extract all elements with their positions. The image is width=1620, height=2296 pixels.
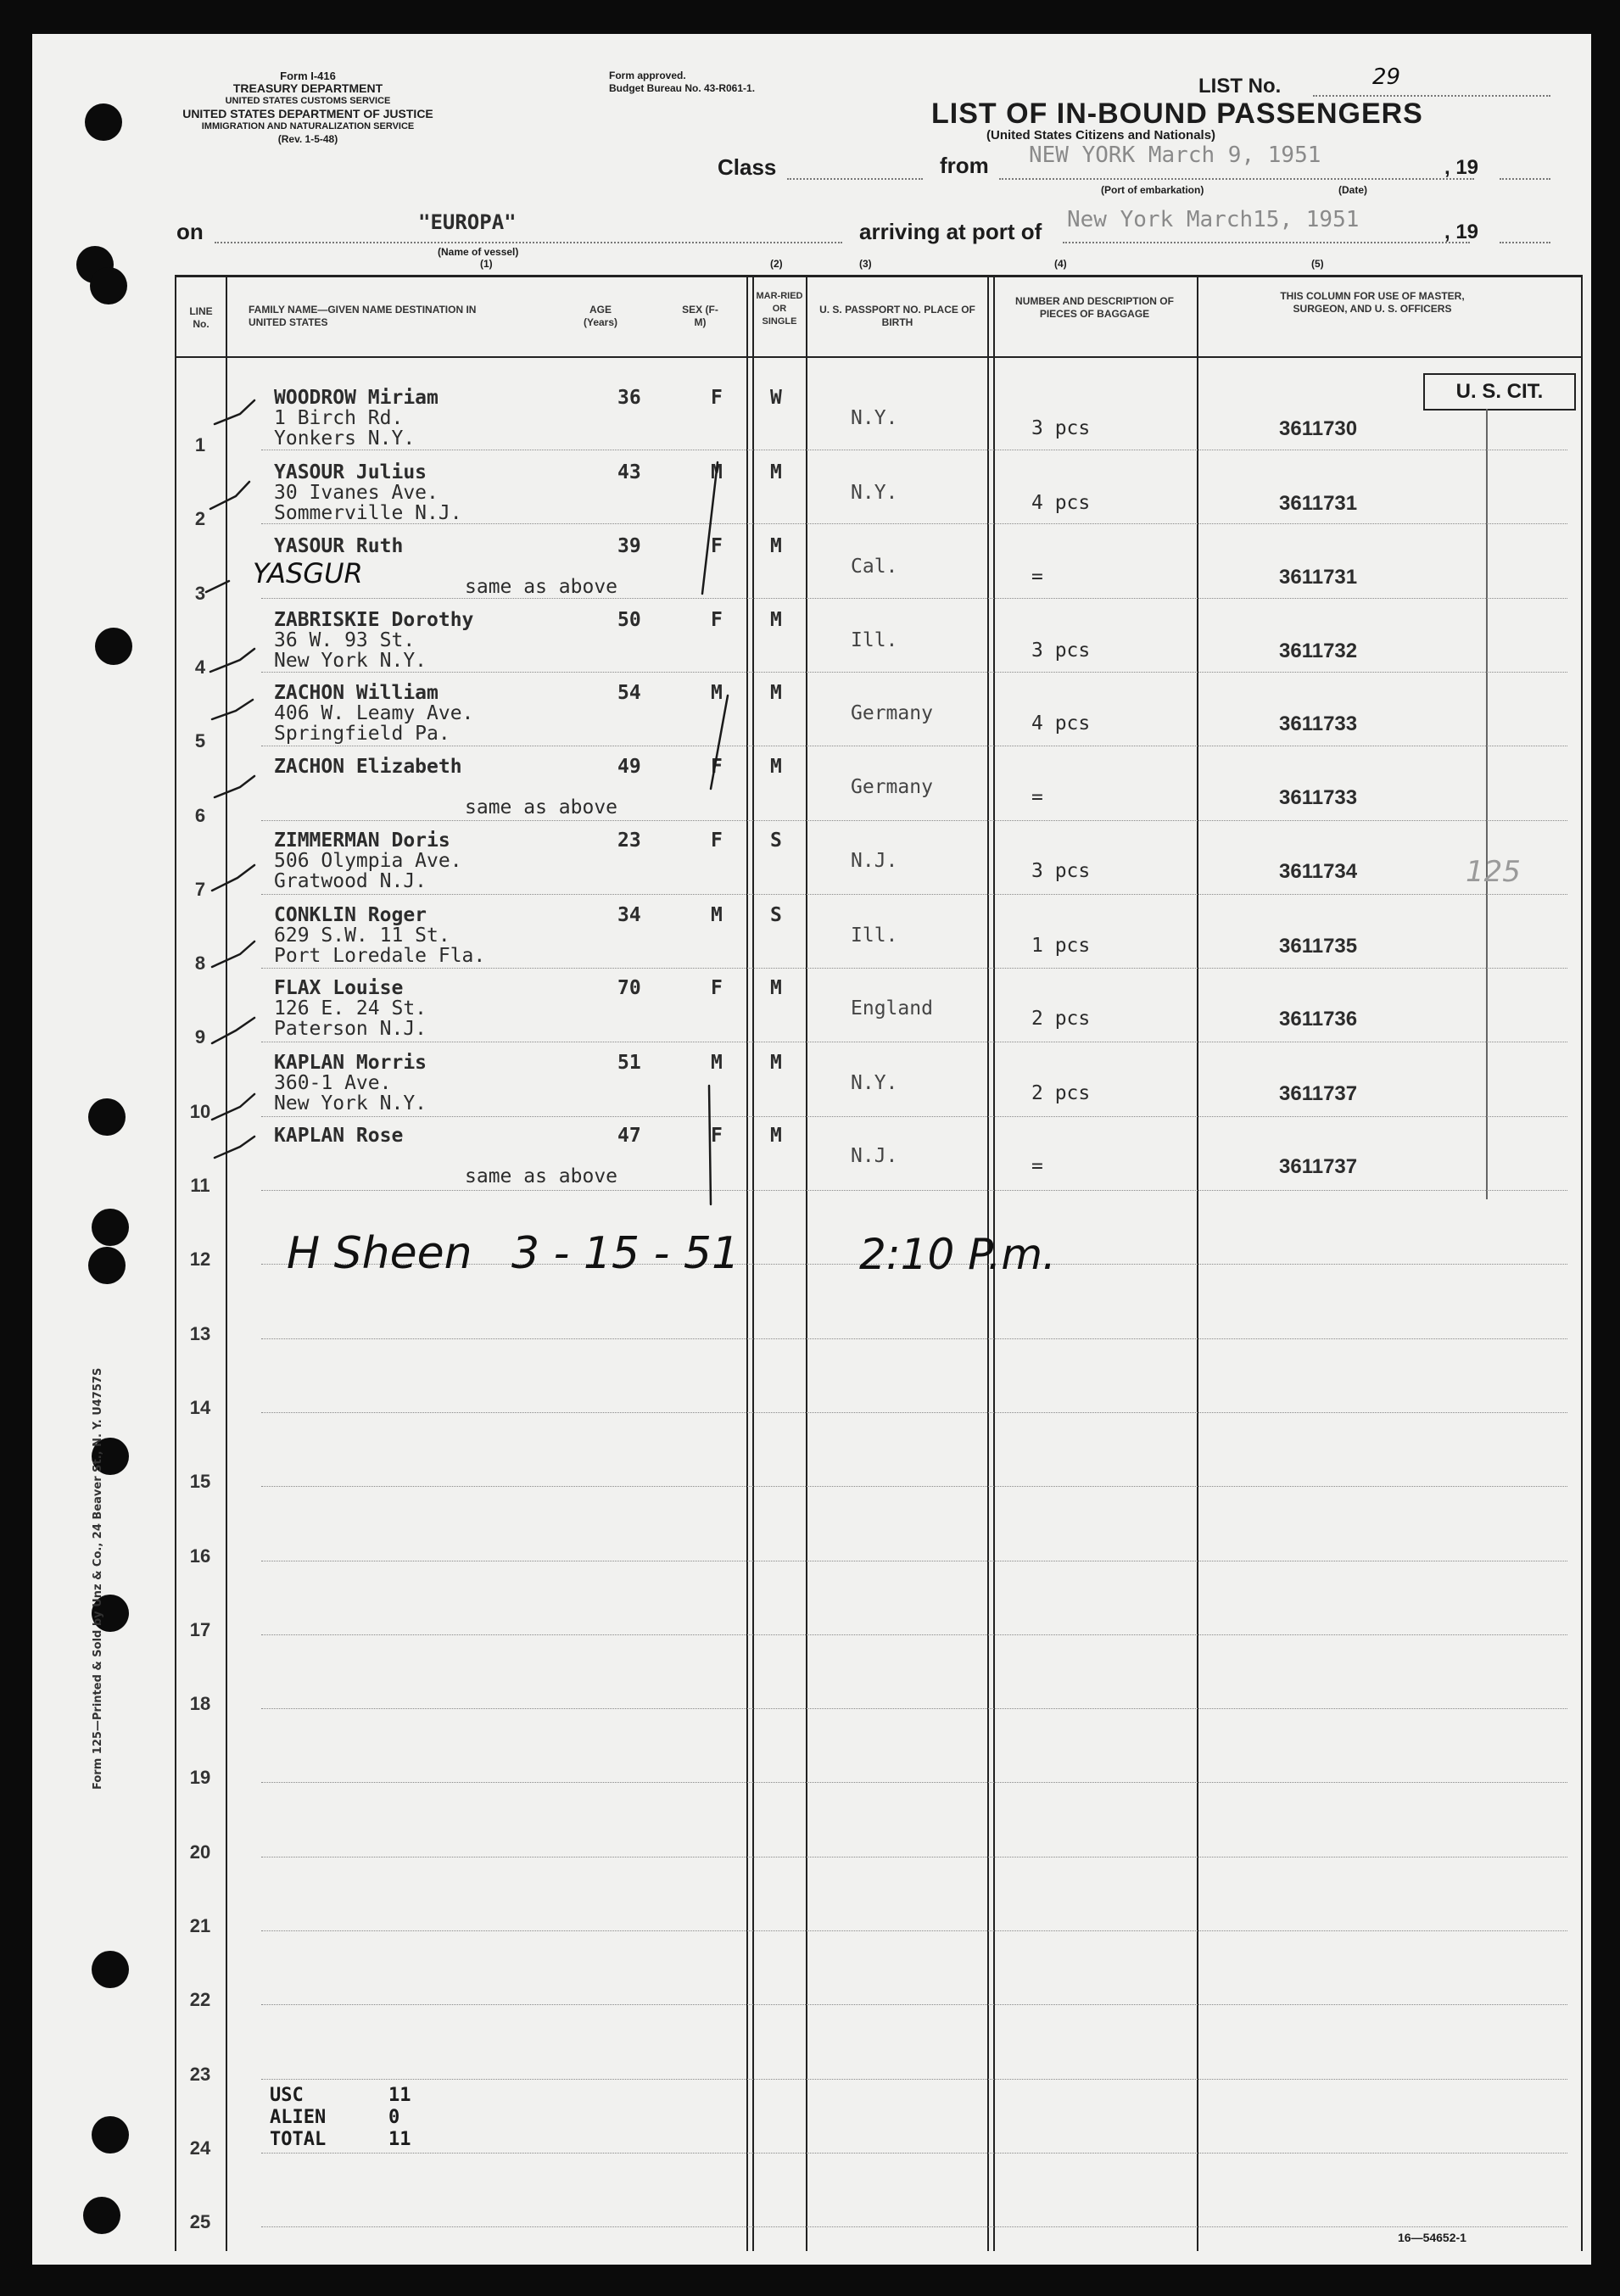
passenger-ref-number: 3611730 <box>1279 417 1358 440</box>
col-header-married: MAR-RIED OR SINGLE <box>756 291 803 327</box>
budget-bureau-text: Budget Bureau No. 43-R061-1. <box>609 82 756 94</box>
line-number: 17 <box>189 1618 211 1640</box>
passenger-marital-status: M <box>770 461 782 483</box>
passenger-birthplace: N.Y. <box>851 482 898 504</box>
passenger-address-2: same as above <box>465 576 618 598</box>
passenger-annotation: 125 <box>1466 855 1521 889</box>
punch-hole-10 <box>92 1951 129 1988</box>
passenger-ref-number: 3611737 <box>1279 1155 1358 1178</box>
line-number: 25 <box>189 2211 211 2233</box>
passenger-ref-number: 3611736 <box>1279 1008 1358 1031</box>
passenger-sex: M <box>711 1052 723 1074</box>
passenger-sex: F <box>711 756 723 778</box>
line-number: 10 <box>189 1100 211 1122</box>
row-dotted-line <box>261 2079 1567 2080</box>
line-number: 3 <box>194 582 206 604</box>
table-right-border <box>1581 275 1583 2251</box>
passenger-name: KAPLAN Rose <box>274 1125 404 1147</box>
row-dotted-line <box>261 1708 1567 1709</box>
passenger-age: 39 <box>617 535 641 557</box>
passenger-address-2: same as above <box>465 1165 618 1187</box>
vessel-caption-number: (1) <box>480 258 493 270</box>
passenger-birthplace: Germany <box>851 776 933 798</box>
passenger-birthplace: England <box>851 997 933 1020</box>
passenger-address-2: New York N.Y. <box>274 650 427 672</box>
passenger-address-1: 506 Olympia Ave. <box>274 850 462 872</box>
passenger-baggage: 3 pcs <box>1031 860 1091 882</box>
passenger-birthplace: Cal. <box>851 556 898 578</box>
passenger-birthplace: N.Y. <box>851 407 898 429</box>
passenger-sex: M <box>711 461 723 483</box>
total-value: 0 <box>388 2107 400 2128</box>
manifest-subtitle: (United States Citizens and Nationals) <box>986 128 1216 142</box>
passenger-age: 49 <box>617 756 641 778</box>
passenger-marital-status: M <box>770 535 782 557</box>
passenger-birthplace: N.Y. <box>851 1072 898 1094</box>
passenger-age: 34 <box>617 904 641 926</box>
manifest-title: LIST OF IN-BOUND PASSENGERS <box>931 98 1423 130</box>
arriving-line <box>1063 242 1470 243</box>
row-dotted-line <box>261 894 1567 895</box>
total-row <box>270 2107 399 2128</box>
passenger-sex: M <box>711 682 723 704</box>
line-number: 11 <box>190 1175 210 1196</box>
passenger-marital-status: S <box>770 904 782 926</box>
check-mark-6 <box>215 776 254 797</box>
treasury-dept: TREASURY DEPARTMENT <box>232 81 383 95</box>
arrival-port-date: New York March15, 1951 <box>1067 207 1360 232</box>
row-dotted-line <box>261 820 1567 821</box>
total-label: TOTAL <box>270 2129 327 2150</box>
row-dotted-line <box>261 672 1567 673</box>
inspection-time: 2:10 P.m. <box>859 1230 1056 1279</box>
line-number: 13 <box>189 1322 211 1344</box>
total-value: 11 <box>388 2085 411 2106</box>
approved-text: Form approved. <box>609 70 686 81</box>
passenger-address-1: 126 E. 24 St. <box>274 997 427 1020</box>
passenger-ref-number: 3611737 <box>1279 1082 1358 1105</box>
line-number: 12 <box>189 1249 211 1271</box>
line-number: 4 <box>194 656 206 678</box>
arriving-label: arriving at port of <box>859 219 1042 244</box>
vessel-name: "EUROPA" <box>418 210 517 234</box>
line-number: 1 <box>194 434 206 455</box>
passenger-age: 36 <box>617 387 641 409</box>
passenger-sex: M <box>711 904 723 926</box>
passenger-age: 54 <box>617 682 641 704</box>
customs-service: UNITED STATES CUSTOMS SERVICE <box>225 96 391 106</box>
passenger-baggage: 4 pcs <box>1031 492 1091 514</box>
passenger-name: CONKLIN Roger <box>274 904 427 926</box>
passenger-name: ZACHON William <box>274 682 439 704</box>
class-label: Class <box>718 154 777 180</box>
passenger-address-2: Paterson N.J. <box>274 1018 427 1040</box>
passenger-marital-status: M <box>770 682 782 704</box>
row-dotted-line <box>261 1338 1567 1339</box>
passenger-baggage: 3 pcs <box>1031 417 1091 439</box>
line-number: 18 <box>189 1693 211 1715</box>
col-divider-passport <box>806 275 807 2251</box>
passenger-ref-number: 3611731 <box>1279 566 1358 589</box>
passenger-sex: F <box>711 609 723 631</box>
col-caption-5: (5) <box>1311 258 1324 270</box>
total-value: 11 <box>388 2129 411 2150</box>
passenger-baggage: = <box>1031 566 1043 588</box>
passenger-name: ZACHON Elizabeth <box>274 756 462 778</box>
row-dotted-line <box>261 523 1567 524</box>
passenger-sex: F <box>711 977 723 999</box>
passenger-address-1: 629 S.W. 11 St. <box>274 925 450 947</box>
passenger-name: YASOUR Julius <box>274 461 427 483</box>
row-dotted-line <box>261 968 1567 969</box>
passenger-sex: F <box>711 830 723 852</box>
passenger-address-1: 1 Birch Rd. <box>274 407 404 429</box>
line-number: 24 <box>189 2137 211 2159</box>
passenger-name: KAPLAN Morris <box>274 1052 427 1074</box>
form-number: Form I-416 <box>280 70 336 82</box>
on-label: on <box>176 219 204 244</box>
vessel-caption: (Name of vessel) <box>438 246 519 258</box>
total-row <box>270 2085 411 2106</box>
passenger-address-1: 36 W. 93 St. <box>274 629 416 651</box>
passenger-marital-status: W <box>770 387 782 409</box>
us-citizen-stamp: U. S. CIT. <box>1423 373 1576 411</box>
row-dotted-line <box>261 1412 1567 1413</box>
line-number: 19 <box>189 1767 211 1789</box>
passenger-baggage: 1 pcs <box>1031 935 1091 957</box>
line-number: 21 <box>189 1915 211 1936</box>
list-no-value: 29 <box>1372 64 1401 90</box>
check-mark-11 <box>215 1137 254 1158</box>
passenger-age: 70 <box>617 977 641 999</box>
row-dotted-line <box>261 1634 1567 1635</box>
from-line <box>999 178 1474 180</box>
row-dotted-line <box>261 1782 1567 1783</box>
line-number: 8 <box>194 952 206 975</box>
date-caption: (Date) <box>1338 184 1368 196</box>
year-suffix-2: , 19 <box>1444 221 1479 243</box>
line-number: 16 <box>189 1545 211 1567</box>
line-number: 20 <box>189 1841 211 1863</box>
punch-hole-11 <box>92 2116 129 2154</box>
passenger-baggage: = <box>1031 1155 1043 1177</box>
col-caption-4: (4) <box>1054 258 1067 270</box>
passenger-marital-status: M <box>770 1125 782 1147</box>
passenger-marital-status: S <box>770 830 782 852</box>
passenger-address-2: Port Loredale Fla. <box>274 945 486 967</box>
passenger-name: WOODROW Miriam <box>274 387 439 409</box>
line-number: 15 <box>189 1471 211 1493</box>
ins-service: IMMIGRATION AND NATURALIZATION SERVICE <box>201 121 415 131</box>
col-header-name: FAMILY NAME—GIVEN NAME DESTINATION IN UNITED STATES <box>249 304 477 328</box>
passenger-ref-number: 3611732 <box>1279 640 1358 662</box>
total-row <box>270 2129 411 2150</box>
stamp-bracket-line <box>1486 409 1488 1199</box>
passenger-name: ZIMMERMAN Doris <box>274 830 450 852</box>
passenger-birthplace: N.J. <box>851 1145 898 1167</box>
from-label: from <box>940 153 989 178</box>
row-dotted-line <box>261 2004 1567 2005</box>
port-of-embarkation: NEW YORK March 9, 1951 <box>1029 142 1321 168</box>
passenger-address-2: Springfield Pa. <box>274 723 450 745</box>
row-dotted-line <box>261 598 1567 599</box>
passenger-age: 50 <box>617 609 641 631</box>
passenger-baggage: 3 pcs <box>1031 640 1091 662</box>
row-dotted-line <box>261 1190 1567 1191</box>
punch-hole-1 <box>85 103 122 141</box>
form-footer-code: 16—54652-1 <box>1398 2231 1466 2244</box>
passenger-address-1: 30 Ivanes Ave. <box>274 482 439 504</box>
passenger-birthplace: N.J. <box>851 850 898 872</box>
row-dotted-line <box>261 1486 1567 1487</box>
passenger-age: 23 <box>617 830 641 852</box>
line-number: 23 <box>189 2063 211 2085</box>
printer-imprint: Form 125—Printed & Sold by Unz & Co., 24 Beaver St., N. Y. U4757S <box>92 1367 104 1790</box>
year-suffix-1: , 19 <box>1444 156 1479 179</box>
passenger-marital-status: M <box>770 609 782 631</box>
col-divider-line <box>226 275 227 2251</box>
passenger-ref-number: 3611735 <box>1279 935 1358 958</box>
inspector-signature: H Sheen <box>287 1228 472 1279</box>
passenger-age: 51 <box>617 1052 641 1074</box>
passenger-sex: F <box>711 535 723 557</box>
passenger-marital-status: M <box>770 756 782 778</box>
table-header-border <box>175 356 1583 358</box>
col-caption-2: (2) <box>770 258 783 270</box>
line-number: 7 <box>194 878 206 900</box>
row-dotted-line <box>261 1116 1567 1117</box>
line-number: 5 <box>194 730 206 752</box>
col-header-passport: U. S. PASSPORT NO. PLACE OF BIRTH <box>819 304 975 328</box>
passenger-sex: F <box>711 1125 723 1147</box>
check-mark-5 <box>212 700 253 719</box>
col-header-age: AGE (Years) <box>583 304 618 328</box>
total-label: ALIEN <box>270 2107 327 2128</box>
justice-dept: UNITED STATES DEPARTMENT OF JUSTICE <box>182 107 433 120</box>
check-mark-2 <box>210 482 249 509</box>
form-revision: (Rev. 1-5-48) <box>277 133 338 145</box>
inspection-date: 3 - 15 - 51 <box>511 1228 740 1279</box>
passenger-birthplace: Ill. <box>851 925 898 947</box>
passenger-address-1: 360-1 Ave. <box>274 1072 392 1094</box>
passenger-address-1: 406 W. Leamy Ave. <box>274 702 474 724</box>
col-caption-3: (3) <box>859 258 872 270</box>
col-divider-married-left <box>746 275 748 2251</box>
passenger-address-2: Gratwood N.J. <box>274 870 427 892</box>
col-divider-married-left-2 <box>752 275 754 2251</box>
port-embark-caption: (Port of embarkation) <box>1101 184 1204 196</box>
punch-hole-3 <box>90 267 127 304</box>
passenger-baggage: 2 pcs <box>1031 1008 1091 1030</box>
passenger-marital-status: M <box>770 1052 782 1074</box>
col-header-line: LINE No. <box>189 305 213 330</box>
passenger-address-2: New York N.Y. <box>274 1092 427 1114</box>
vessel-line <box>215 242 842 243</box>
row-dotted-line <box>261 2153 1567 2154</box>
line-number: 6 <box>194 804 206 826</box>
passenger-name: FLAX Louise <box>274 977 404 999</box>
passenger-baggage: 2 pcs <box>1031 1082 1091 1104</box>
class-line <box>787 178 923 180</box>
form-approval <box>609 70 755 95</box>
col-header-sex: SEX (F-M) <box>682 304 718 328</box>
passenger-name: YASOUR Ruth <box>274 535 404 557</box>
line-number: 2 <box>194 508 206 530</box>
passenger-birthplace: Ill. <box>851 629 898 651</box>
passenger-birthplace: Germany <box>851 702 933 724</box>
line-number: 9 <box>194 1026 206 1048</box>
list-no-line <box>1313 95 1550 97</box>
passenger-address-2: Yonkers N.Y. <box>274 427 416 450</box>
passenger-age: 43 <box>617 461 641 483</box>
passenger-baggage: = <box>1031 786 1043 808</box>
punch-hole-4 <box>95 628 132 665</box>
row-dotted-line <box>261 2226 1567 2227</box>
passenger-sex: F <box>711 387 723 409</box>
passenger-ref-number: 3611733 <box>1279 712 1358 735</box>
passenger-name: ZABRISKIE Dorothy <box>274 609 474 631</box>
col-header-baggage: NUMBER AND DESCRIPTION OF PIECES OF BAGGAGE <box>1015 295 1174 320</box>
form-header-left <box>164 70 452 146</box>
col-divider-officers <box>1197 275 1198 2251</box>
line-number: 22 <box>189 1989 211 2011</box>
total-label: USC <box>270 2085 304 2106</box>
passenger-annotation: YASGUR <box>253 557 363 589</box>
col-header-officers: THIS COLUMN FOR USE OF MASTER, SURGEON, AND U. S. OFFICERS <box>1280 290 1465 315</box>
table-top-border <box>175 275 1583 277</box>
row-dotted-line <box>261 1930 1567 1931</box>
manifest-page <box>32 34 1591 2265</box>
list-no-label: LIST No. <box>1198 75 1282 98</box>
passenger-address-2: same as above <box>465 796 618 818</box>
passenger-baggage: 4 pcs <box>1031 712 1091 735</box>
check-mark-1 <box>215 400 254 424</box>
passenger-ref-number: 3611733 <box>1279 786 1358 809</box>
passenger-ref-number: 3611734 <box>1279 860 1358 883</box>
passenger-marital-status: M <box>770 977 782 999</box>
year-line-2 <box>1500 242 1550 243</box>
year-line-1 <box>1500 178 1550 180</box>
line-number: 14 <box>189 1396 211 1418</box>
passenger-ref-number: 3611731 <box>1279 492 1358 515</box>
passenger-address-2: Sommerville N.J. <box>274 502 462 524</box>
passenger-age: 47 <box>617 1125 641 1147</box>
punch-hole-12 <box>83 2197 120 2234</box>
